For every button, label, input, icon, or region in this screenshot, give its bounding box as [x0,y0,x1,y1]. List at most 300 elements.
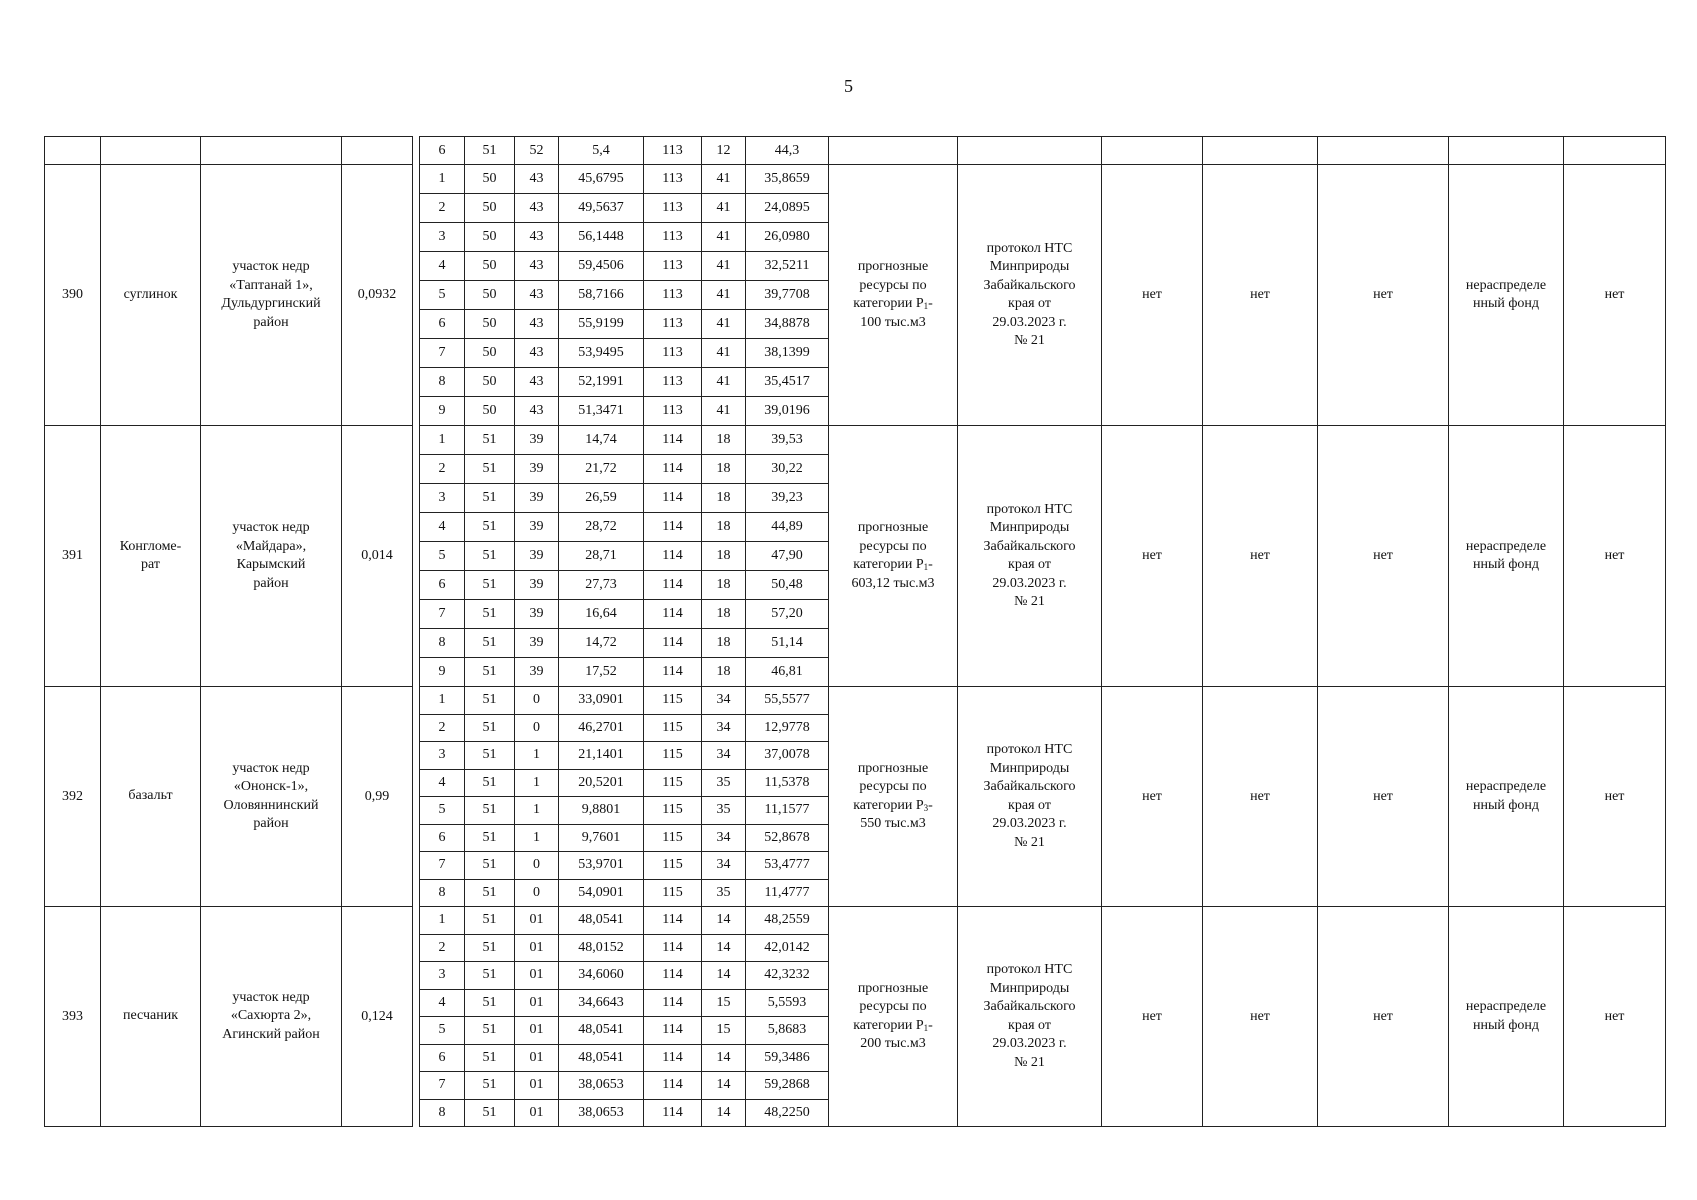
record-number [45,165,101,426]
lat-seconds: 56,1448 [559,223,644,252]
site-line: участок недр [232,259,310,274]
resources-category-index: 1 [923,301,929,311]
lon-degrees: 114 [644,934,702,962]
lon-degrees: 113 [644,281,702,310]
lat-seconds: 53,9495 [559,339,644,368]
empty-cell [1564,137,1666,165]
lat-minutes: 01 [515,1017,559,1045]
resources-category-index: 1 [923,562,929,572]
point-number: 4 [420,513,465,542]
lat-degrees: 51 [465,1044,515,1072]
lon-degrees: 115 [644,714,702,742]
lon-seconds: 42,0142 [746,934,829,962]
status-text: нет [1250,287,1270,302]
resources-volume: 603,12 тыс.м3 [851,575,935,591]
lat-seconds: 28,71 [559,542,644,571]
lat-seconds: 45,6795 [559,165,644,194]
lat-seconds: 21,1401 [559,742,644,770]
protocol-line: № 21 [1014,333,1045,348]
lat-seconds: 48,0541 [559,1017,644,1045]
protocol-line: Минприроды [989,520,1070,535]
lat-degrees: 50 [465,368,515,397]
fund-line: нный фонд [1472,1017,1540,1033]
record-number-text: 393 [62,1008,83,1024]
resources-line: прогнозные [857,760,929,776]
lat-degrees: 51 [465,571,515,600]
mineral-line: Конгломе- [119,538,182,554]
lon-seconds: 5,8683 [746,1017,829,1045]
lat-degrees: 51 [465,879,515,907]
protocol-reference [958,687,1102,907]
status-cell-a [1102,687,1203,907]
record-number [45,687,101,907]
mineral-text: базальт [128,788,173,804]
lat-degrees: 51 [465,513,515,542]
lat-degrees: 51 [465,989,515,1017]
protocol-reference [958,165,1102,426]
status-cell-c [1318,165,1449,426]
point-number: 4 [420,252,465,281]
mineral-line: рат [141,557,160,572]
column-gap [413,426,420,687]
lat-degrees: 51 [465,484,515,513]
protocol-line: № 21 [1014,834,1045,850]
empty-cell [1449,137,1564,165]
lon-minutes: 18 [702,629,746,658]
lat-seconds: 9,7601 [559,824,644,852]
deposits-table [44,136,1666,1127]
protocol-line: Минприроды [989,980,1070,996]
table-row [45,687,1666,715]
lat-degrees: 51 [465,852,515,880]
lon-degrees: 113 [644,310,702,339]
lon-minutes: 41 [702,252,746,281]
empty-cell [201,137,342,165]
lon-minutes: 14 [702,907,746,935]
lon-seconds: 30,22 [746,455,829,484]
status-cell-a [1102,907,1203,1127]
point-number: 3 [420,962,465,990]
lat-seconds: 26,59 [559,484,644,513]
lon-seconds: 59,2868 [746,1072,829,1100]
lon-minutes: 34 [702,852,746,880]
lat-minutes: 39 [515,571,559,600]
lat-seconds: 33,0901 [559,687,644,715]
lat-minutes: 43 [515,310,559,339]
site-line: Дульдургинский [221,296,321,311]
empty-cell [958,137,1102,165]
subsoil-site [201,687,342,907]
resources-category: категории Р [853,557,924,572]
point-number: 8 [420,879,465,907]
lon-minutes: 15 [702,1017,746,1045]
lat-minutes: 52 [515,137,559,165]
page-number: 5 [844,76,853,96]
lon-minutes: 35 [702,879,746,907]
point-number: 4 [420,769,465,797]
lon-degrees: 114 [644,484,702,513]
resources-volume: 100 тыс.м3 [860,314,926,330]
lat-minutes: 0 [515,687,559,715]
lon-seconds: 44,89 [746,513,829,542]
lon-degrees: 114 [644,658,702,687]
lat-minutes: 01 [515,1072,559,1100]
protocol-line: 29.03.2023 г. [992,314,1067,330]
column-gap [413,907,420,1127]
empty-cell [1318,137,1449,165]
point-number: 8 [420,368,465,397]
lat-minutes: 1 [515,769,559,797]
site-line: «Майдара», [235,538,307,554]
lat-degrees: 51 [465,934,515,962]
area-value [342,907,413,1127]
protocol-line: протокол НТС [986,240,1073,256]
subsoil-site [201,165,342,426]
lat-minutes: 39 [515,658,559,687]
lon-degrees: 114 [644,542,702,571]
mineral-type [101,687,201,907]
point-number: 1 [420,687,465,715]
area-text: 0,99 [364,788,390,804]
protocol-line: края от [1008,296,1051,311]
lon-degrees: 113 [644,397,702,426]
area-value [342,687,413,907]
lon-seconds: 12,9778 [746,714,829,742]
lon-seconds: 11,4777 [746,879,829,907]
lat-seconds: 38,0653 [559,1072,644,1100]
lat-degrees: 51 [465,1099,515,1127]
record-number-text: 391 [62,548,83,563]
lon-minutes: 14 [702,1099,746,1127]
lon-degrees: 114 [644,907,702,935]
lon-degrees: 115 [644,824,702,852]
lon-degrees: 114 [644,1044,702,1072]
resources-line: ресурсы по [859,779,927,794]
lat-minutes: 39 [515,455,559,484]
status-text: нет [1142,1008,1162,1024]
lon-minutes: 34 [702,687,746,715]
lon-seconds: 37,0078 [746,742,829,770]
site-line: участок недр [232,520,310,535]
lat-seconds: 16,64 [559,600,644,629]
lon-degrees: 114 [644,1017,702,1045]
lon-seconds: 39,0196 [746,397,829,426]
lat-seconds: 53,9701 [559,852,644,880]
lon-minutes: 34 [702,714,746,742]
status-text: нет [1250,788,1270,804]
lat-seconds: 21,72 [559,455,644,484]
lat-degrees: 51 [465,658,515,687]
lat-seconds: 59,4506 [559,252,644,281]
empty-cell [101,137,201,165]
status-text: нет [1373,1008,1393,1024]
lon-degrees: 113 [644,165,702,194]
lon-degrees: 115 [644,852,702,880]
lon-minutes: 18 [702,542,746,571]
lon-minutes: 12 [702,137,746,165]
empty-cell [45,137,101,165]
lat-minutes: 39 [515,542,559,571]
lat-minutes: 1 [515,742,559,770]
lat-minutes: 43 [515,339,559,368]
site-line: участок недр [232,989,310,1005]
lon-seconds: 38,1399 [746,339,829,368]
area-text: 0,0932 [357,287,397,302]
lat-seconds: 48,0541 [559,1044,644,1072]
fund-line: нераспределе [1465,277,1547,293]
lat-minutes: 43 [515,397,559,426]
lat-minutes: 39 [515,629,559,658]
lat-seconds: 14,72 [559,629,644,658]
site-line: «Ононск-1», [233,779,309,794]
point-number: 1 [420,165,465,194]
site-line: район [253,575,289,591]
lon-minutes: 14 [702,934,746,962]
record-number-text: 392 [62,788,83,804]
forecast-resources [829,426,958,687]
lon-degrees: 114 [644,513,702,542]
point-number: 2 [420,194,465,223]
lat-seconds: 34,6643 [559,989,644,1017]
resources-category-index: 3 [923,802,929,813]
point-number: 6 [420,824,465,852]
point-number: 3 [420,742,465,770]
resources-category: категории Р [853,797,924,813]
lon-minutes: 41 [702,194,746,223]
lat-degrees: 51 [465,962,515,990]
fund-line: нераспределе [1465,999,1547,1014]
lon-minutes: 41 [702,368,746,397]
site-line: Карымский [236,557,306,572]
carryover-row [45,137,1666,165]
lat-seconds: 17,52 [559,658,644,687]
protocol-line: края от [1008,1017,1051,1033]
resources-volume: 200 тыс.м3 [860,1036,926,1051]
area-text: 0,124 [361,1008,393,1024]
lat-minutes: 43 [515,165,559,194]
record-number [45,426,101,687]
lat-degrees: 51 [465,1072,515,1100]
subsoil-site [201,426,342,687]
mineral-text: суглинок [123,286,178,302]
lat-degrees: 51 [465,742,515,770]
record-number-text: 390 [62,287,83,302]
site-line: Агинский район [222,1026,320,1042]
lon-seconds: 59,3486 [746,1044,829,1072]
empty-cell [1102,137,1203,165]
lat-degrees: 50 [465,397,515,426]
lat-minutes: 01 [515,907,559,935]
lon-seconds: 57,20 [746,600,829,629]
lon-minutes: 14 [702,1044,746,1072]
lon-seconds: 39,53 [746,426,829,455]
lat-minutes: 01 [515,1099,559,1127]
lat-seconds: 48,0541 [559,907,644,935]
lon-minutes: 18 [702,600,746,629]
point-number: 2 [420,455,465,484]
column-gap [413,687,420,907]
lon-minutes: 15 [702,989,746,1017]
lon-degrees: 114 [644,571,702,600]
site-line: «Таптанай 1», [229,277,313,293]
protocol-line: края от [1008,797,1051,813]
fund-status [1449,907,1564,1127]
lon-degrees: 115 [644,687,702,715]
forecast-resources [829,907,958,1127]
status-cell-a [1102,165,1203,426]
area-value [342,165,413,426]
protocol-line: 29.03.2023 г. [992,1036,1067,1051]
status-text: нет [1250,1008,1270,1024]
lon-degrees: 114 [644,989,702,1017]
protocol-reference [958,426,1102,687]
lat-seconds: 34,6060 [559,962,644,990]
lon-seconds: 50,48 [746,571,829,600]
point-number: 3 [420,484,465,513]
resources-line: ресурсы по [859,538,927,554]
lat-degrees: 51 [465,769,515,797]
table-row [45,165,1666,194]
lon-seconds: 11,1577 [746,797,829,825]
lat-minutes: 01 [515,934,559,962]
protocol-line: Забайкальского [983,277,1076,293]
lat-seconds: 48,0152 [559,934,644,962]
status-cell-b [1203,687,1318,907]
lon-degrees: 113 [644,368,702,397]
table-row [45,907,1666,935]
lat-minutes: 01 [515,989,559,1017]
lat-seconds: 14,74 [559,426,644,455]
protocol-reference [958,907,1102,1127]
lon-minutes: 41 [702,397,746,426]
lat-degrees: 50 [465,310,515,339]
lon-seconds: 35,4517 [746,368,829,397]
resources-line: прогнозные [857,259,929,274]
lon-minutes: 41 [702,223,746,252]
lat-seconds: 58,7166 [559,281,644,310]
point-number: 6 [420,310,465,339]
protocol-line: протокол НТС [986,742,1073,757]
lon-minutes: 41 [702,281,746,310]
status-text: нет [1604,788,1625,804]
lat-seconds: 49,5637 [559,194,644,223]
lat-degrees: 50 [465,281,515,310]
status-cell-c [1318,687,1449,907]
status-cell-c [1318,907,1449,1127]
resources-category: категории Р [853,296,924,311]
lon-degrees: 114 [644,426,702,455]
lon-seconds: 26,0980 [746,223,829,252]
site-line: «Сахюрта 2», [230,1008,312,1024]
protocol-line: Забайкальского [983,999,1076,1014]
protocol-line: Минприроды [989,259,1070,274]
point-number: 6 [420,137,465,165]
point-number: 9 [420,397,465,426]
status-text: нет [1604,1008,1625,1024]
status-text: нет [1142,788,1162,804]
resources-category: категории Р [853,1017,924,1033]
empty-cell [1203,137,1318,165]
lat-degrees: 51 [465,907,515,935]
lat-seconds: 9,8801 [559,797,644,825]
status-text: нет [1604,287,1625,302]
status-cell-b [1203,165,1318,426]
empty-cell [829,137,958,165]
resources-category-index: 1 [923,1022,929,1033]
fund-line: нераспределе [1465,538,1547,554]
lon-minutes: 18 [702,455,746,484]
mineral-type [101,165,201,426]
lat-minutes: 01 [515,962,559,990]
forecast-resources [829,165,958,426]
fund-status [1449,426,1564,687]
resources-line: прогнозные [857,520,929,535]
lon-seconds: 44,3 [746,137,829,165]
fund-status [1449,687,1564,907]
column-gap [413,165,420,426]
lat-minutes: 1 [515,824,559,852]
lon-seconds: 34,8878 [746,310,829,339]
lon-degrees: 114 [644,629,702,658]
site-line: участок недр [232,760,310,776]
point-number: 8 [420,629,465,658]
lon-degrees: 115 [644,742,702,770]
lon-seconds: 46,81 [746,658,829,687]
mineral-text: песчаник [122,1008,179,1024]
point-number: 3 [420,223,465,252]
lat-degrees: 51 [465,542,515,571]
point-number: 2 [420,934,465,962]
lon-minutes: 35 [702,797,746,825]
point-number: 6 [420,571,465,600]
fund-status [1449,165,1564,426]
lat-seconds: 38,0653 [559,1099,644,1127]
point-number: 4 [420,989,465,1017]
lat-degrees: 51 [465,714,515,742]
empty-cell [342,137,413,165]
table-row [45,426,1666,455]
lon-degrees: 114 [644,600,702,629]
status-text: нет [1250,548,1270,563]
protocol-line: протокол НТС [986,501,1073,517]
lon-degrees: 114 [644,1099,702,1127]
lon-minutes: 18 [702,571,746,600]
status-cell-b [1203,907,1318,1127]
lon-seconds: 32,5211 [746,252,829,281]
lat-degrees: 50 [465,223,515,252]
fund-line: нераспределе [1465,779,1547,794]
point-number: 6 [420,1044,465,1072]
site-line: район [253,314,289,330]
lon-seconds: 42,3232 [746,962,829,990]
site-line: район [253,816,289,831]
lat-degrees: 50 [465,339,515,368]
lon-minutes: 18 [702,484,746,513]
point-number: 7 [420,1072,465,1100]
lat-degrees: 50 [465,165,515,194]
fund-line: нный фонд [1472,296,1540,311]
fund-line: нный фонд [1472,557,1540,572]
lon-minutes: 18 [702,426,746,455]
lon-seconds: 48,2250 [746,1099,829,1127]
lon-minutes: 14 [702,1072,746,1100]
lat-seconds: 5,4 [559,137,644,165]
lat-minutes: 43 [515,281,559,310]
lon-degrees: 113 [644,252,702,281]
protocol-line: № 21 [1014,594,1045,609]
protocol-line: 29.03.2023 г. [992,816,1067,831]
resources-volume: 550 тыс.м3 [860,816,926,831]
